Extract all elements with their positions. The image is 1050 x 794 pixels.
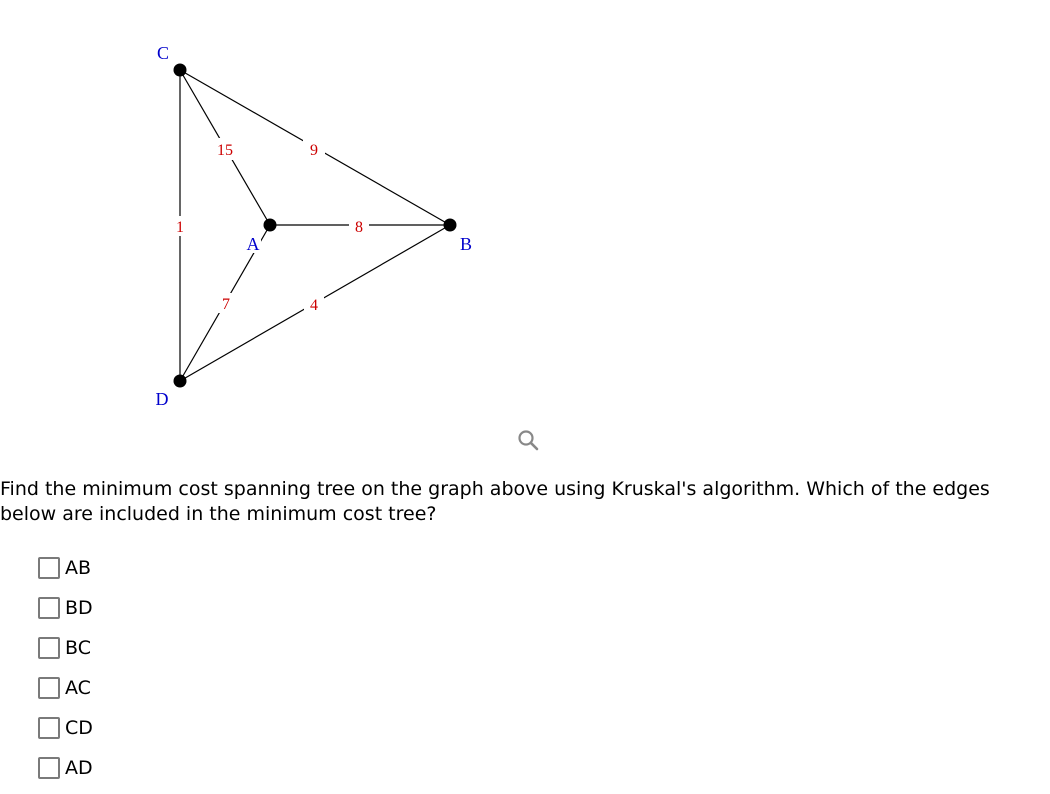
option-label: AC bbox=[65, 677, 91, 699]
edge-weight-ad: 7 bbox=[222, 296, 230, 313]
option-label: CD bbox=[65, 717, 93, 739]
edge-weight-ca: 15 bbox=[217, 142, 233, 159]
option-cd[interactable] bbox=[38, 708, 93, 748]
checkbox[interactable] bbox=[38, 757, 60, 779]
magnifier-icon[interactable] bbox=[515, 427, 543, 455]
answer-options bbox=[38, 548, 93, 788]
option-ad[interactable] bbox=[38, 748, 93, 788]
checkbox[interactable] bbox=[38, 637, 60, 659]
checkbox[interactable] bbox=[38, 677, 60, 699]
checkbox[interactable] bbox=[38, 597, 60, 619]
node-d bbox=[174, 375, 187, 388]
node-label-b: B bbox=[459, 234, 473, 254]
option-label: AD bbox=[65, 757, 93, 779]
node-a bbox=[264, 219, 277, 232]
edge-weight-ab: 8 bbox=[355, 219, 363, 236]
node-label-d: D bbox=[155, 389, 169, 409]
option-label: BC bbox=[65, 637, 91, 659]
node-b bbox=[444, 219, 457, 232]
checkbox[interactable] bbox=[38, 557, 60, 579]
edge-weight-db: 4 bbox=[310, 297, 318, 314]
option-bc[interactable] bbox=[38, 628, 93, 668]
option-label: BD bbox=[65, 597, 93, 619]
option-label: AB bbox=[65, 557, 92, 579]
node-label-a: A bbox=[246, 234, 260, 254]
node-label-c: C bbox=[156, 43, 170, 63]
checkbox[interactable] bbox=[38, 717, 60, 739]
option-bd[interactable] bbox=[38, 588, 93, 628]
node-c bbox=[174, 64, 187, 77]
edge-weight-cd: 1 bbox=[176, 219, 184, 236]
option-ac[interactable] bbox=[38, 668, 93, 708]
edge-weight-cb: 9 bbox=[310, 142, 318, 159]
option-ab[interactable] bbox=[38, 548, 93, 588]
question-text: Find the minimum cost spanning tree on the graph above using Kruskal's algorithm. Which of the edges below are included in the minimum cost tree? bbox=[0, 478, 990, 525]
